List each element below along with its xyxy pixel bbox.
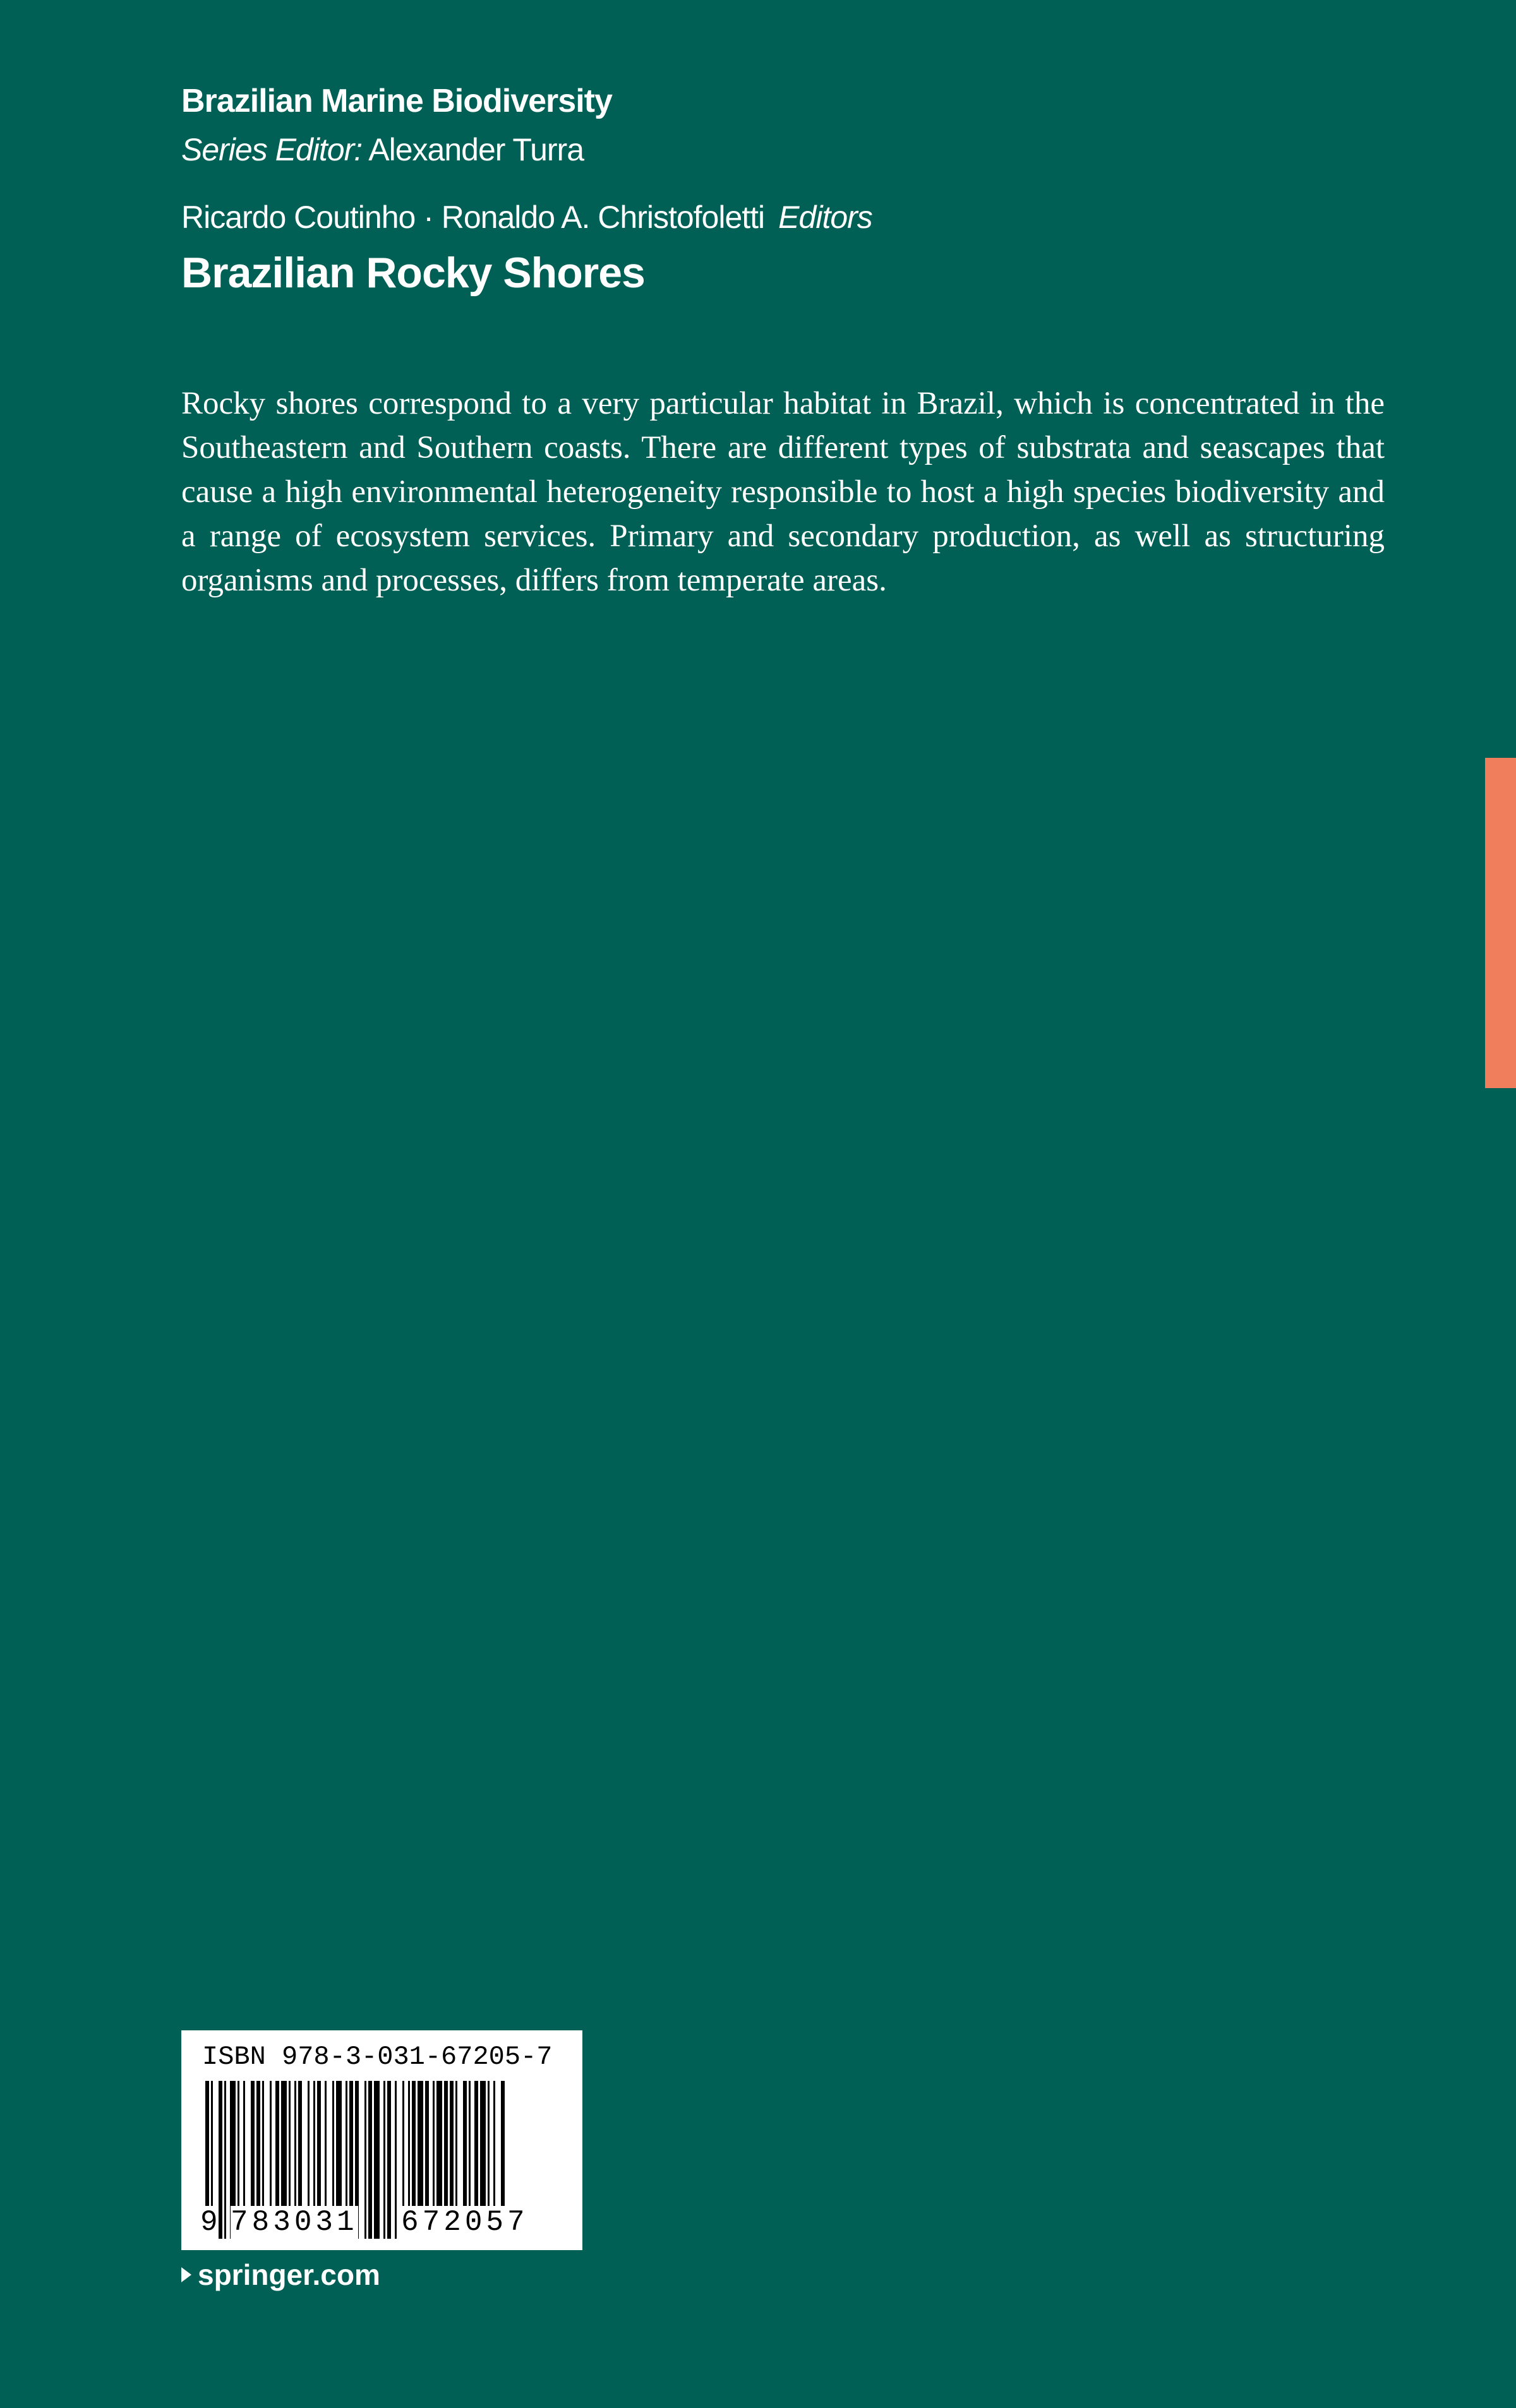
book-description: Rocky shores correspond to a very particular habitat in Brazil, which is concentrated in the Southeastern and Southern coasts. There are different types of substrata and seascapes that cause a high environmental heterogeneity responsible to host a high species biodiversity and a range of ecosystem services. Primary and secondary production, as well as structuring organisms and processes, differs from temperate areas. xyxy=(181,386,1385,598)
arrow-right-icon xyxy=(181,2267,191,2282)
series-title: Brazilian Marine Biodiversity xyxy=(181,83,612,119)
barcode-digits-left: 783031 xyxy=(231,2206,358,2239)
editors-role: Editors xyxy=(778,200,872,235)
barcode-digits-right: 672057 xyxy=(401,2206,529,2239)
color-edge-tab xyxy=(1485,758,1516,1088)
barcode-digits xyxy=(200,2206,567,2239)
publisher-link-text: springer.com xyxy=(198,2258,380,2291)
publisher-link[interactable] xyxy=(181,2258,380,2292)
isbn-label: ISBN 978-3-031-67205-7 xyxy=(202,2042,553,2072)
series-editor-name: Alexander Turra xyxy=(368,132,584,167)
barcode-digit-lead: 9 xyxy=(200,2206,218,2239)
editors-line xyxy=(181,199,872,236)
series-editor-role: Series Editor: xyxy=(181,132,363,167)
book-title: Brazilian Rocky Shores xyxy=(181,249,645,297)
isbn-barcode xyxy=(181,2030,582,2250)
editors-names: Ricardo Coutinho · Ronaldo A. Christofoletti xyxy=(181,200,765,235)
series-editor-line xyxy=(181,131,584,168)
